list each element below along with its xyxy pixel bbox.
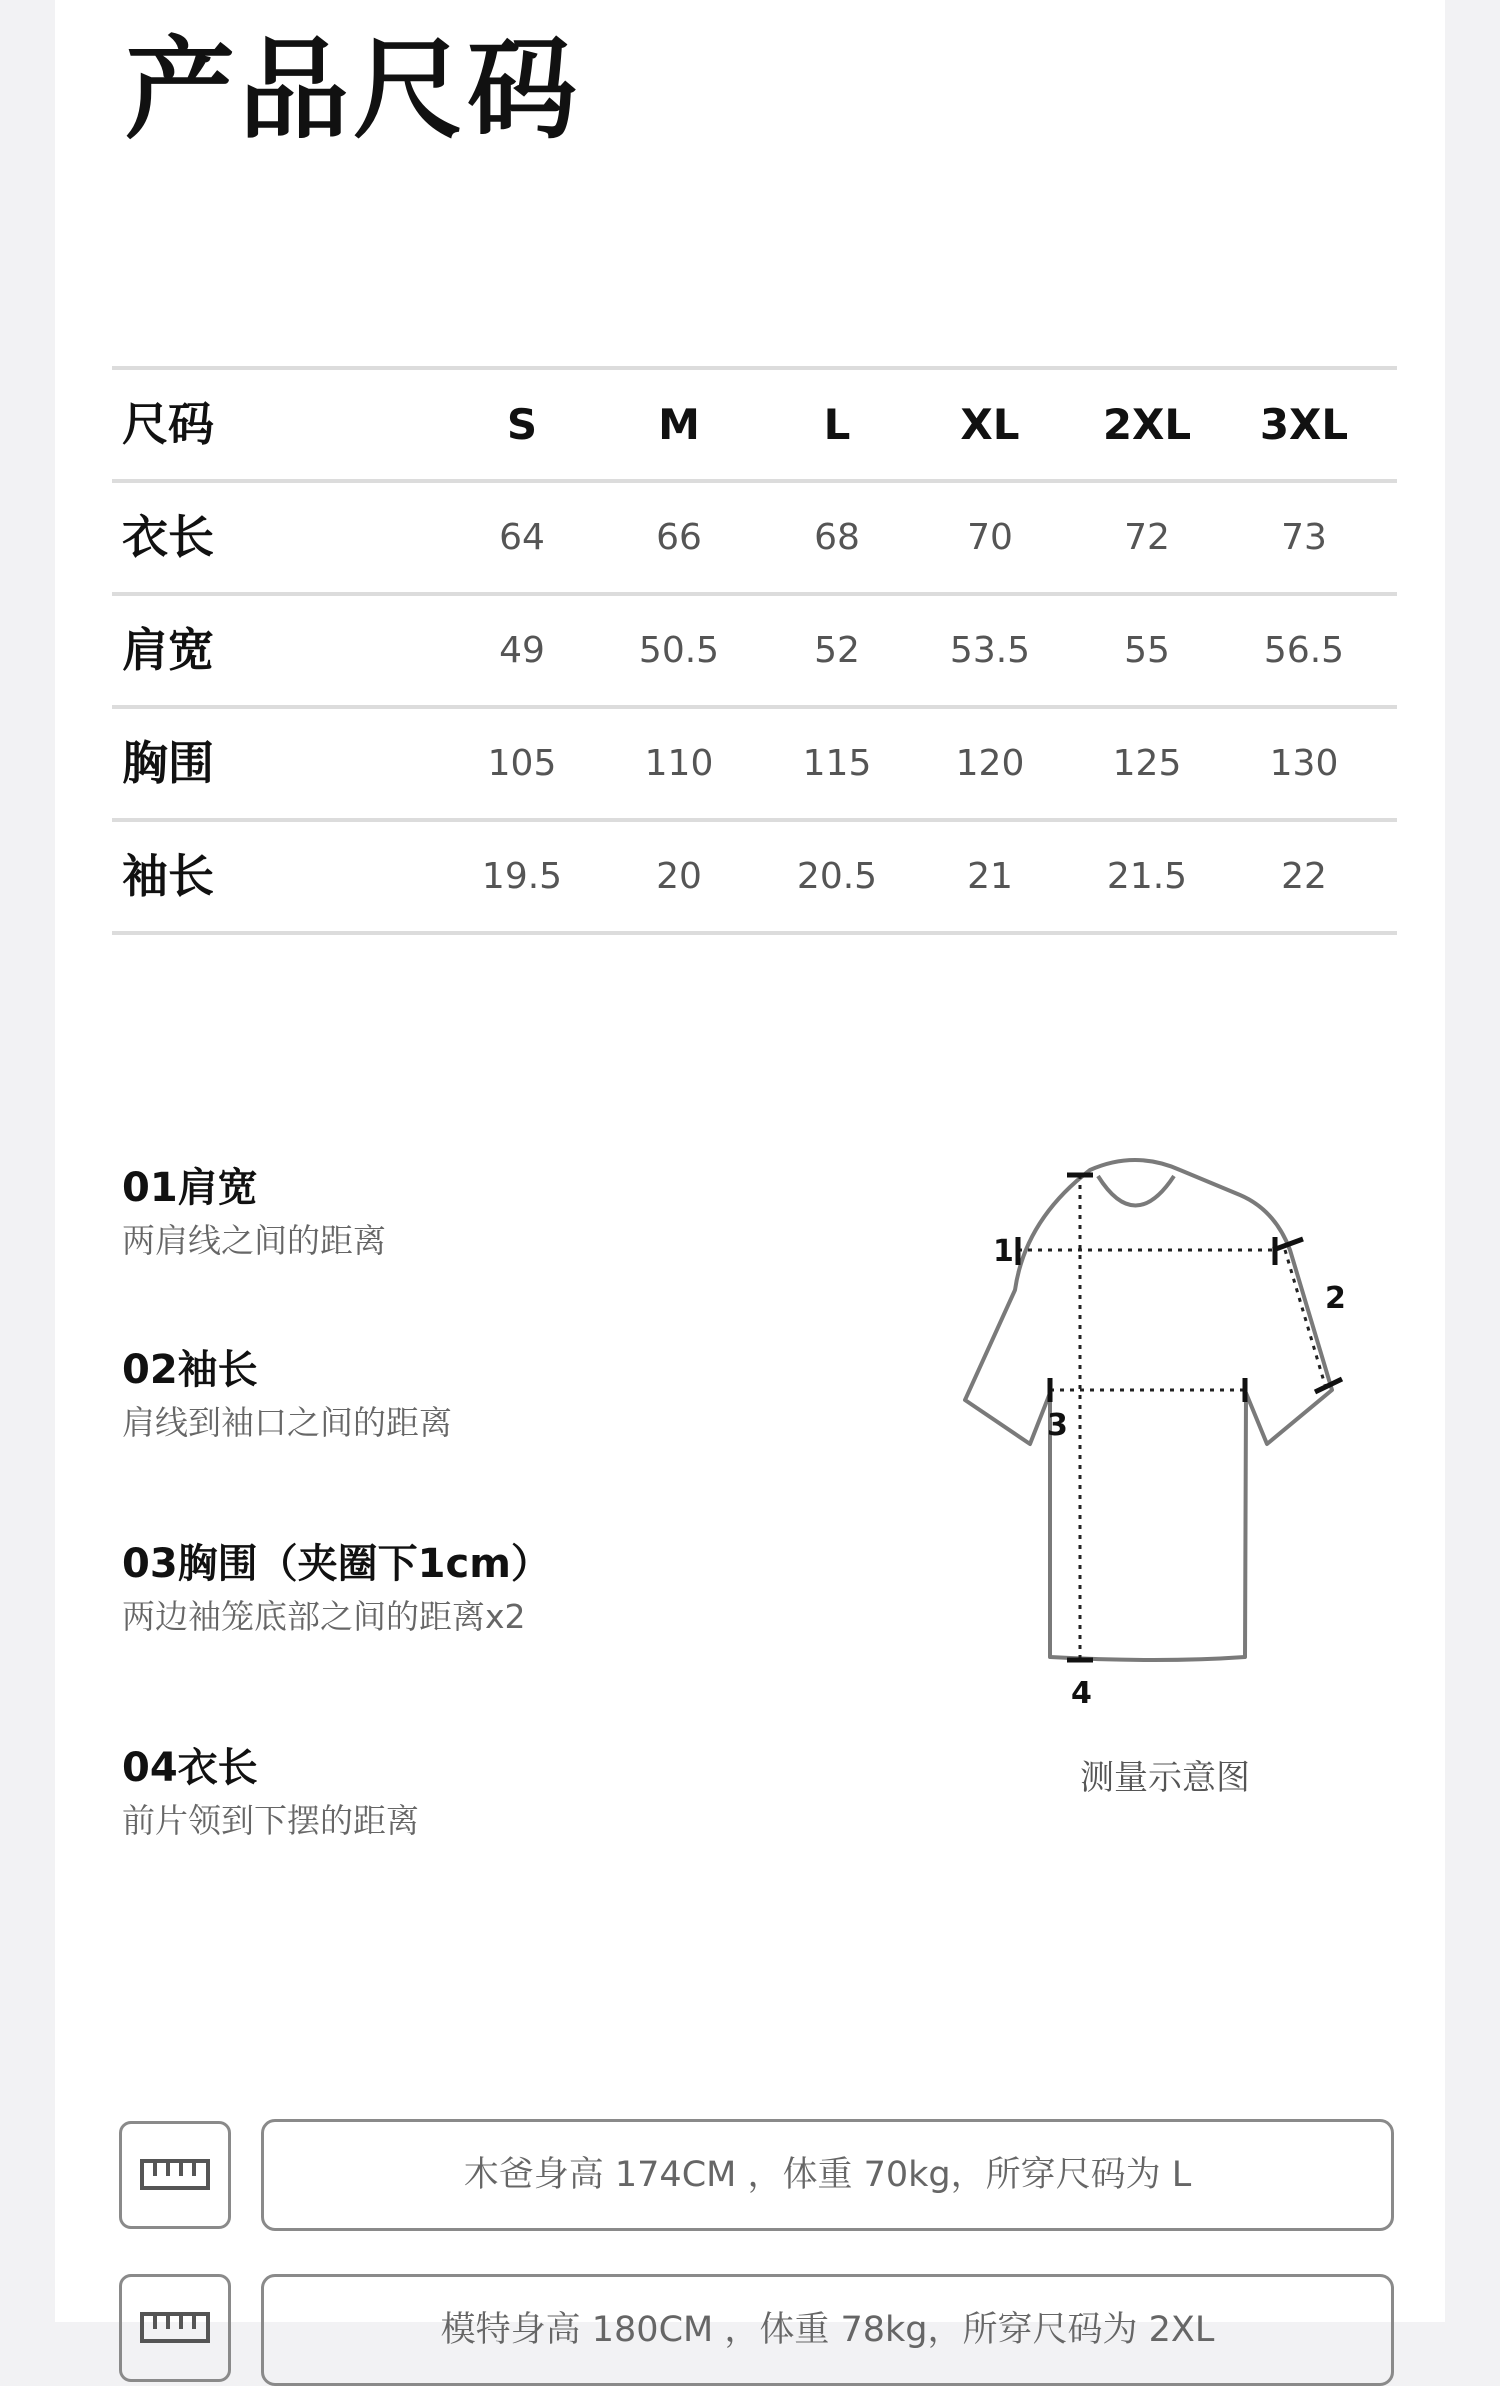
- content-panel: [55, 0, 1445, 2350]
- table-cell: 66: [656, 517, 702, 558]
- measure-title: 04衣长: [122, 1745, 258, 1791]
- measure-desc: 肩线到袖口之间的距离: [122, 1403, 452, 1442]
- table-cell: 22: [1281, 856, 1327, 897]
- ruler-icon: [119, 2274, 231, 2382]
- header-size-3xl: 3XL: [1259, 400, 1349, 449]
- measure-item-chest: [122, 1536, 551, 1642]
- table-row: [112, 596, 1397, 709]
- table-cell: 53.5: [949, 630, 1031, 671]
- sleeve-measure-line: [1285, 1250, 1325, 1385]
- row-label: 胸围: [122, 736, 214, 790]
- ruler-icon: [119, 2121, 231, 2229]
- table-cell: 110: [644, 743, 714, 784]
- measure-desc: 两边袖笼底部之间的距离x2: [122, 1597, 526, 1636]
- tshirt-diagram: [835, 1140, 1475, 1760]
- model-info-2: 模特身高 180CM ，体重 78kg，所穿尺码为 2XL: [261, 2274, 1394, 2386]
- tshirt-outline: [965, 1160, 1332, 1660]
- header-size-l: L: [823, 400, 851, 449]
- table-cell: 20.5: [796, 856, 878, 897]
- tshirt-collar: [1098, 1176, 1174, 1206]
- table-cell: 49: [499, 630, 545, 671]
- table-cell: 52: [814, 630, 860, 671]
- table-cell: 21.5: [1106, 856, 1188, 897]
- size-table: [112, 366, 1397, 935]
- model-info-1: 木爸身高 174CM ，体重 70kg，所穿尺码为 L: [261, 2119, 1394, 2231]
- header-label: 尺码: [122, 397, 214, 451]
- table-cell: 73: [1281, 517, 1327, 558]
- header-size-m: M: [658, 400, 700, 449]
- measure-item-sleeve: [122, 1342, 452, 1448]
- table-row: [112, 822, 1397, 935]
- table-cell: 50.5: [638, 630, 720, 671]
- page-title: 产品尺码: [125, 26, 581, 154]
- table-cell: 130: [1269, 743, 1339, 784]
- diagram-caption: 测量示意图: [1080, 1758, 1250, 1798]
- table-cell: 120: [955, 743, 1025, 784]
- table-cell: 72: [1124, 517, 1170, 558]
- table-cell: 125: [1112, 743, 1182, 784]
- measure-title: 03胸围（夹圈下1cm）: [122, 1541, 551, 1587]
- table-header-row: [112, 370, 1397, 483]
- measure-desc: 两肩线之间的距离: [122, 1221, 386, 1260]
- measure-item-shoulder: [122, 1160, 386, 1266]
- measure-desc: 前片领到下摆的距离: [122, 1801, 419, 1840]
- table-cell: 64: [499, 517, 545, 558]
- row-label: 袖长: [122, 849, 214, 903]
- table-cell: 68: [814, 517, 860, 558]
- header-size-2xl: 2XL: [1102, 400, 1192, 449]
- row-label: 衣长: [122, 510, 214, 564]
- table-cell: 20: [656, 856, 702, 897]
- marker-2: 2: [1325, 1281, 1346, 1316]
- table-cell: 70: [967, 517, 1013, 558]
- measure-title: 02袖长: [122, 1347, 258, 1393]
- marker-3: 3: [1047, 1408, 1068, 1443]
- table-cell: 115: [802, 743, 872, 784]
- table-row: [112, 709, 1397, 822]
- measure-item-length: [122, 1740, 419, 1846]
- marker-4: 4: [1071, 1676, 1092, 1711]
- row-label: 肩宽: [122, 623, 214, 677]
- header-size-s: S: [506, 400, 538, 449]
- table-cell: 56.5: [1263, 630, 1345, 671]
- table-cell: 19.5: [481, 856, 563, 897]
- table-row: [112, 483, 1397, 596]
- table-cell: 21: [967, 856, 1013, 897]
- table-cell: 105: [487, 743, 557, 784]
- marker-1: 1: [993, 1234, 1014, 1269]
- measure-title: 01肩宽: [122, 1165, 258, 1211]
- table-cell: 55: [1124, 630, 1170, 671]
- header-size-xl: XL: [960, 400, 1020, 449]
